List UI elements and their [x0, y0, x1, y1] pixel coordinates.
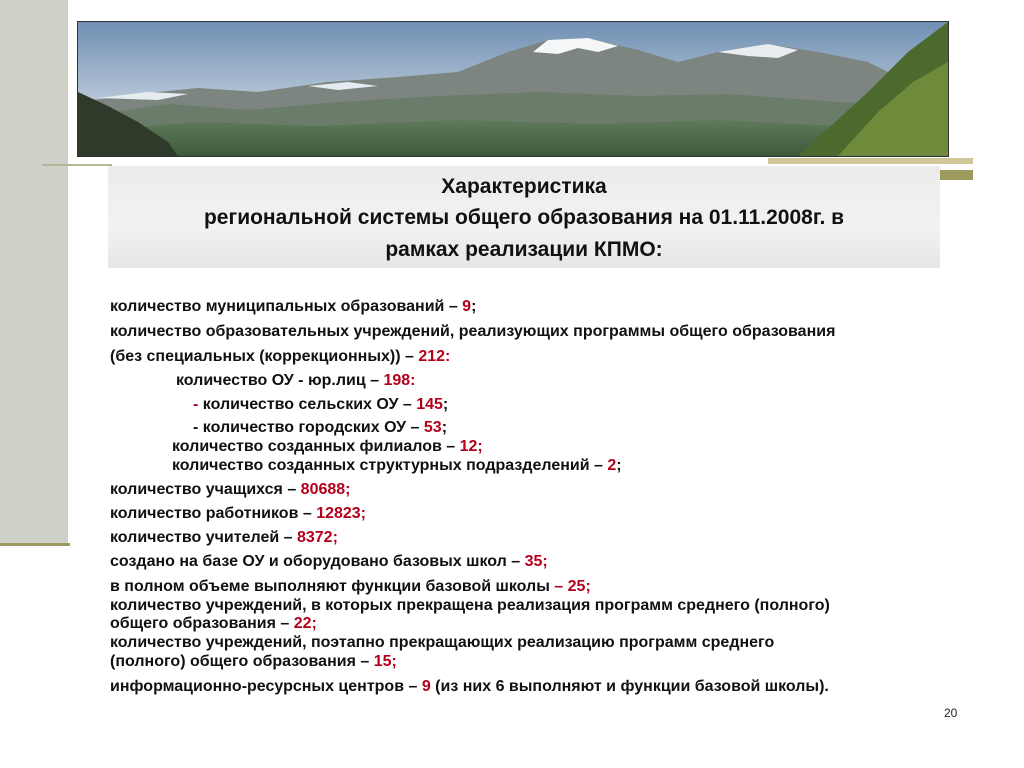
- item-text: общего образования –: [110, 615, 294, 632]
- item-text: количество работников –: [110, 505, 317, 522]
- item-value: 15;: [373, 653, 397, 670]
- right-decor-stripe-1: [768, 158, 973, 164]
- item-text: (полного) общего образования –: [110, 653, 374, 670]
- item-text: количество созданных филиалов –: [172, 438, 460, 455]
- item-students: [110, 480, 351, 499]
- item-value: 53: [423, 419, 442, 436]
- title-line-1: Характеристика: [441, 175, 607, 198]
- item-urban-schools: [193, 418, 447, 437]
- item-text: - количество городских ОУ –: [193, 419, 424, 436]
- item-value: 212:: [418, 348, 451, 365]
- item-value: 145: [416, 396, 443, 413]
- title-line-2: региональной системы общего образования на 01.11.2008г. в: [203, 206, 845, 229]
- right-decor-block: [940, 170, 973, 180]
- item-subdivisions: [172, 456, 622, 475]
- item-text: информационно-ресурсных центров –: [110, 678, 422, 695]
- item-text: количество ОУ - юр.лиц –: [176, 372, 384, 389]
- item-text: создано на базе ОУ и оборудовано базовых школ –: [110, 553, 525, 570]
- item-base-schools: [110, 552, 548, 571]
- item-value: 12823;: [316, 505, 367, 522]
- item-text: (без специальных (коррекционных)) –: [110, 348, 419, 365]
- item-value: 2: [607, 457, 617, 474]
- item-text: количество созданных структурных подразделений –: [172, 457, 608, 474]
- item-institutions-line2: [110, 347, 450, 366]
- slide-title-box: [108, 166, 940, 268]
- item-dash: -: [193, 396, 203, 413]
- title-line-3: рамках реализации КПМО:: [385, 238, 663, 261]
- item-value: 9: [462, 298, 472, 315]
- item-value: 9: [421, 678, 431, 695]
- item-suffix: ;: [442, 396, 449, 413]
- item-text: в полном объеме выполняют функции базовой школы: [110, 578, 555, 595]
- item-value: 35;: [524, 553, 548, 570]
- item-stopped-programs-line1: [110, 596, 830, 615]
- item-phasing-out-line1: [110, 633, 774, 652]
- mountain-banner-image: [77, 21, 949, 157]
- item-suffix: (из них 6 выполняют и функции базовой школы).: [430, 678, 829, 695]
- item-branches: [172, 437, 483, 456]
- item-base-school-functions: [110, 577, 591, 596]
- item-text: количество учащихся –: [110, 481, 301, 498]
- item-text: количество учреждений, в которых прекращена реализация программ среднего (полного): [110, 597, 830, 614]
- item-value: 80688;: [300, 481, 351, 498]
- item-teachers: [110, 528, 338, 547]
- item-text: количество муниципальных образований –: [110, 298, 463, 315]
- item-resource-centers: [110, 677, 829, 696]
- item-text: количество образовательных учреждений, реализующих программы общего образования: [110, 323, 836, 340]
- item-legal-entities: [176, 371, 415, 390]
- item-employees: [110, 504, 366, 523]
- item-text: количество сельских ОУ –: [202, 396, 417, 413]
- item-value: 12;: [459, 438, 483, 455]
- item-value: 198:: [383, 372, 416, 389]
- top-decor-line: [42, 164, 112, 166]
- item-institutions-line1: [110, 322, 835, 341]
- page-number: 20: [944, 706, 958, 720]
- item-rural-schools: [193, 395, 448, 414]
- item-phasing-out-line2: [110, 652, 397, 671]
- item-suffix: ;: [471, 298, 477, 315]
- left-decor-bar: [0, 0, 68, 545]
- left-decor-line: [0, 543, 70, 546]
- item-text: количество учителей –: [110, 529, 297, 546]
- item-value: 22;: [293, 615, 317, 632]
- item-value: – 25;: [554, 578, 591, 595]
- item-stopped-programs-line2: [110, 614, 317, 633]
- item-suffix: ;: [616, 457, 622, 474]
- item-municipalities: [110, 297, 476, 316]
- item-text: количество учреждений, поэтапно прекращающих реализацию программ среднего: [110, 634, 775, 651]
- item-suffix: ;: [441, 419, 448, 436]
- item-value: 8372;: [296, 529, 338, 546]
